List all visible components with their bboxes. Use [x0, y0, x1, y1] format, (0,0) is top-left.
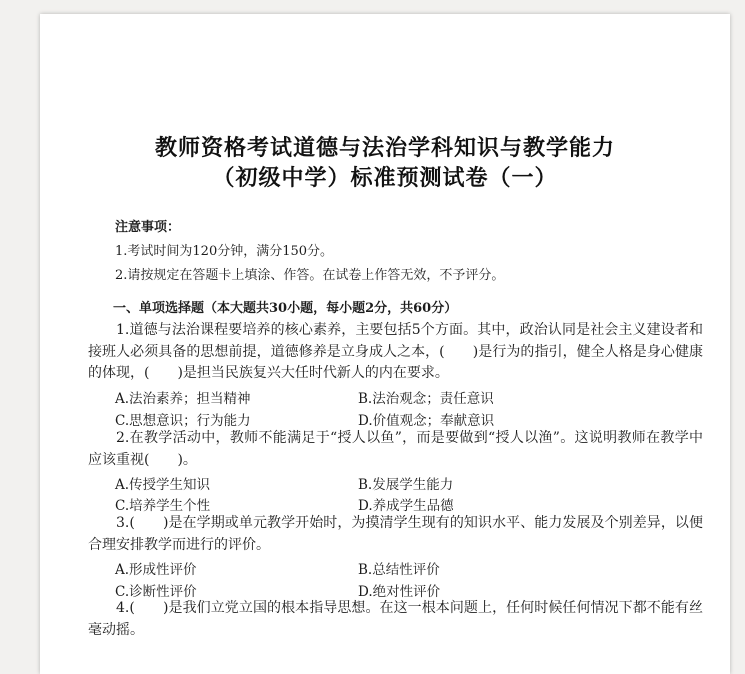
question-2-option-c: C.培养学生个性: [115, 498, 211, 514]
question-2-stem: 2.在教学活动中，教师不能满足于“授人以鱼”，而是要做到“授人以渔”。这说明教师在教学中应该重视( )。: [88, 430, 703, 468]
document-title-line1: 教师资格考试道德与法治学科知识与教学能力: [154, 135, 615, 161]
section-heading: 一、单项选择题（本大题共30小题，每小题2分，共60分）: [113, 301, 458, 316]
question-1-stem: 1.道德与法治课程要培养的核心素养，主要包括5个方面。其中，政治认同是社会主义建设者和接班人必须具备的思想前提，道德修养是立身成人之本，( )是行为的指引，健全人格是身心健康的体现，( )是担当民族复兴大任时代新人的内在要求。: [88, 322, 703, 381]
document-title-line2: （初级中学）标准预测试卷（一）: [212, 165, 558, 191]
question-2-option-a: A.传授学生知识: [115, 477, 211, 493]
question-3-option-b: B.总结性评价: [358, 562, 440, 578]
question-1-option-b: B.法治观念；责任意识: [358, 391, 494, 407]
question-2-option-b: B.发展学生能力: [358, 477, 454, 493]
question-3-option-d: D.绝对性评价: [358, 584, 441, 600]
question-2-option-d: D.养成学生品德: [358, 498, 454, 514]
question-1-option-a: A.法治素养；担当精神: [115, 391, 251, 407]
question-3-option-c: C.诊断性评价: [115, 584, 197, 600]
question-1-option-c: C.思想意识；行为能力: [115, 413, 251, 429]
question-1-option-d: D.价值观念；奉献意识: [358, 413, 495, 429]
question-3-option-a: A.形成性评价: [115, 562, 197, 578]
notice-heading: 注意事项：: [115, 220, 181, 235]
question-4-stem: 4.( )是我们立党立国的根本指导思想。在这一根本问题上，任何时候任何情况下都不能有丝毫动摇。: [88, 600, 703, 638]
notice-item-2: 2.请按规定在答题卡上填涂、作答。在试卷上作答无效，不予评分。: [115, 268, 505, 283]
notice-item-1: 1.考试时间为120分钟，满分150分。: [115, 244, 334, 259]
document-page: [40, 14, 730, 674]
question-3-stem: 3.( )是在学期或单元教学开始时，为摸清学生现有的知识水平、能力发展及个别差异，以便合理安排教学而进行的评价。: [88, 515, 703, 553]
